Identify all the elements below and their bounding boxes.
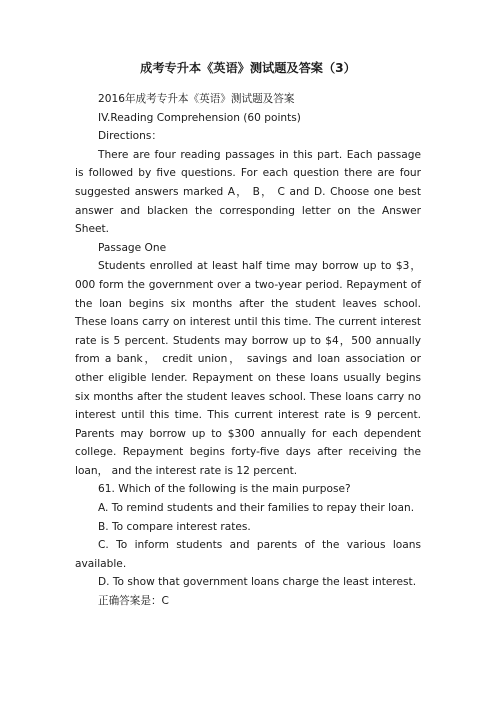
document-title: 成考专升本《英语》测试题及答案（3） [140,61,356,75]
option-b: B. To compare interest rates. [98,520,251,533]
passage-heading: Passage One [98,241,167,254]
directions-text: There are four reading passages in this part. Each passage is followed by five questions. For each question there are four suggested answers marked A， B， C and D. Choose one best answer and blacken the corresponding letter on the Answer Sheet. [75,148,421,236]
question-text: 61. Which of the following is the main purpose? [98,483,351,496]
section-heading: IV.Reading Comprehension (60 points) [98,111,301,124]
option-c: C. To inform students and parents of the various loans available. [75,539,421,570]
answer-line: 正确答案是：C [98,595,169,608]
subtitle-line: 2016年成考专升本《英语》测试题及答案 [98,93,295,105]
option-d: D. To show that government loans charge the least interest. [98,576,417,589]
passage-text: Students enrolled at least half time may borrow up to $3，000 form the government over a two-year period. Repayment of the loan begins six months after the student leaves school. These loans carry on interest until this time. The current interest rate is 5 percent. Students may borrow up to $4，500 annually from a bank， credit union， savings and loan association or other eligible lender. Repayment on these loans usually begins six months after the student leaves school. These loans carry no interest until this time. This current interest rate is 9 percent. Parents may borrow up to $300 annually for each dependent college. Repayment begins forty-five days after receiving the loan， and the interest rate is 12 percent. [75,260,421,477]
directions-label: Directions： [98,130,162,143]
document-page [75,60,421,611]
option-a: A. To remind students and their families to repay their loan. [98,502,415,515]
